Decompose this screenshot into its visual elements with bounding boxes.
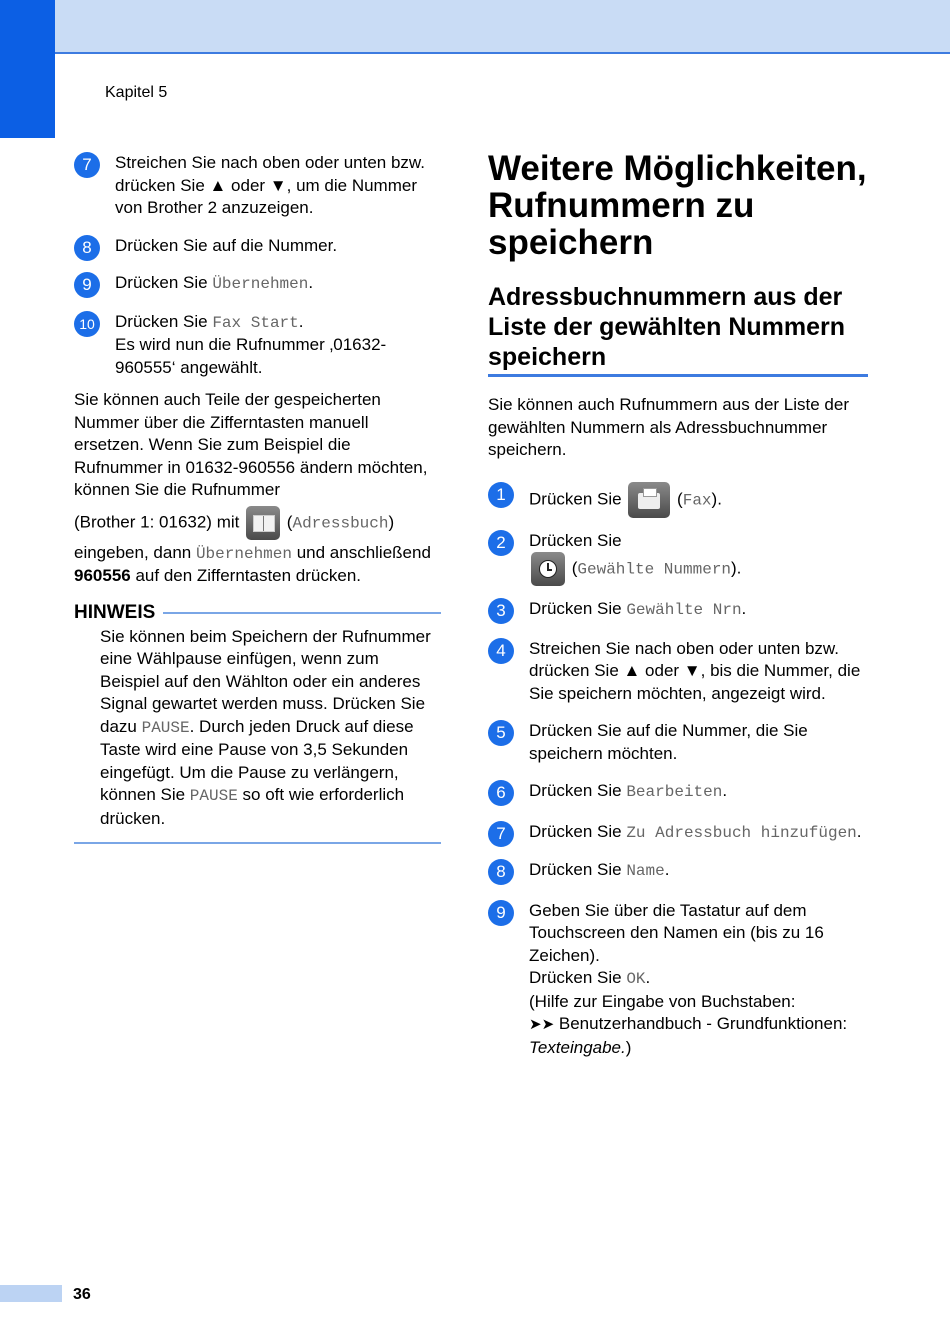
reference-title: Texteingabe. — [529, 1037, 626, 1057]
step-text: Drücken Sie — [529, 488, 627, 508]
step-8 — [488, 859, 868, 883]
step-text: Benutzerhandbuch - Grundfunktionen: — [554, 1014, 848, 1033]
paragraph-text: ( — [282, 511, 293, 531]
step-text: . — [298, 311, 304, 331]
key-label: PAUSE — [189, 787, 238, 805]
key-label: Fax Start — [212, 313, 299, 332]
note-header — [74, 602, 441, 624]
step-number: 8 — [488, 859, 514, 885]
body-paragraph — [74, 389, 441, 502]
double-arrow-icon: ➤➤ — [529, 1016, 555, 1033]
step-number: 7 — [74, 152, 100, 178]
step-text: Drücken Sie — [529, 860, 627, 879]
step-text: ( — [567, 558, 578, 578]
bold-number: 960556 — [74, 566, 131, 585]
step-text: ). — [731, 558, 742, 578]
step-4 — [488, 638, 868, 706]
step-text: Drücken Sie — [529, 530, 622, 550]
step-number: 7 — [488, 821, 514, 847]
clock-icon — [531, 552, 565, 586]
step-text: . — [722, 781, 728, 800]
key-label: Gewählte Nrn — [626, 601, 742, 619]
step-number: 3 — [488, 598, 514, 624]
step-text: Drücken Sie auf die Nummer. — [115, 235, 338, 255]
key-label: PAUSE — [141, 718, 190, 737]
key-label: Übernehmen — [195, 544, 292, 563]
step-number: 9 — [74, 272, 100, 298]
header-band — [0, 0, 950, 54]
chapter-tab — [0, 0, 55, 138]
step-10 — [74, 311, 441, 380]
step-text: ) — [625, 1037, 632, 1057]
paragraph-text: und anschließend — [291, 542, 431, 562]
step-number: 5 — [488, 720, 514, 746]
divider — [488, 374, 868, 377]
step-number: 4 — [488, 638, 514, 664]
chapter-label: Kapitel 5 — [105, 84, 168, 101]
key-label: Bearbeiten — [626, 783, 723, 801]
step-text: Geben Sie über die Tastatur auf dem Touchscreen den Namen ein (bis zu 16 Zeichen). — [529, 900, 824, 965]
step-text: Drücken Sie — [529, 821, 627, 841]
step-text: . — [856, 821, 862, 841]
body-paragraph — [74, 542, 441, 588]
fax-icon — [628, 482, 670, 518]
step-number: 8 — [74, 235, 100, 261]
step-text: Drücken Sie — [529, 599, 627, 618]
note-body — [74, 626, 441, 831]
key-label: OK — [626, 970, 646, 988]
step-3 — [488, 598, 868, 622]
step-number: 2 — [488, 530, 514, 556]
step-number: 6 — [488, 780, 514, 806]
note-text: so oft wie erforderlich drücken. — [100, 785, 405, 828]
step-text: Es wird nun die Rufnummer ‚01632-960555‘ angewählt. — [115, 335, 387, 377]
address-book-icon — [246, 506, 280, 540]
paragraph-text: ) — [388, 511, 395, 531]
intro-paragraph: Sie können auch Rufnummern aus der Liste der gewählten Nummern als Adressbuchnummer speichern. — [488, 395, 849, 459]
key-label: Gewählte Nummern — [577, 560, 732, 579]
step-7 — [74, 152, 441, 220]
step-number: 1 — [488, 482, 514, 508]
step-1 — [488, 482, 868, 518]
key-label: Übernehmen — [212, 275, 309, 293]
note-text: Sie können beim Speichern der Rufnummer eine Wählpause einfügen, wenn zum Beispiel auf den Wählton oder ein anderes Signal gewartet werden muss. Drücken Sie dazu — [100, 626, 431, 736]
section-title: Weitere Möglichkeiten, Rufnummern zu speichern — [488, 149, 867, 262]
divider — [163, 612, 441, 614]
step-text: Streichen Sie nach oben oder unten bzw. drücken Sie ▲ oder ▼, bis die Nummer, die Sie speichern möchten, angezeigt wird. — [529, 638, 861, 703]
subsection-title: Adressbuchnummern aus der Liste der gewählten Nummern speichern — [488, 283, 846, 371]
step-number: 9 — [488, 900, 514, 926]
step-text: Drücken Sie — [115, 273, 213, 292]
key-label: Fax — [682, 490, 712, 509]
key-label: Adressbuch — [292, 513, 389, 532]
step-9 — [74, 272, 441, 296]
step-text: Drücken Sie — [115, 311, 213, 331]
note-text: . Durch jeden Druck auf diese Taste wird eine Pause von 3,5 Sekunden eingefügt. Um die Pause zu verlängern, können Sie — [100, 716, 414, 804]
step-8 — [74, 235, 441, 258]
right-column — [488, 150, 868, 1074]
step-2 — [488, 530, 868, 587]
body-paragraph — [74, 506, 441, 540]
step-text: ). — [711, 488, 722, 508]
step-text: . — [741, 599, 747, 618]
step-text: . — [308, 273, 314, 292]
step-text: . — [645, 968, 651, 987]
step-text: Drücken Sie auf die Nummer, die Sie speichern möchten. — [529, 721, 808, 763]
page-number: 36 — [73, 1286, 91, 1303]
step-text: (Hilfe zur Eingabe von Buchstaben: — [529, 991, 796, 1011]
left-column — [74, 152, 441, 844]
note-title: HINWEIS — [74, 601, 156, 623]
page-number-bar — [0, 1285, 62, 1302]
key-label: Name — [626, 862, 665, 880]
step-text: ( — [672, 488, 683, 508]
step-text: Drücken Sie — [529, 781, 627, 800]
key-label: Zu Adressbuch hinzufügen — [626, 823, 857, 842]
paragraph-text: eingeben, dann — [74, 542, 196, 562]
step-5 — [488, 720, 868, 765]
step-number: 10 — [74, 311, 100, 337]
step-text: . — [664, 860, 670, 879]
step-text: Streichen Sie nach oben oder unten bzw. drücken Sie ▲ oder ▼, um die Nummer von Brother 2 anzuzeigen. — [115, 153, 425, 217]
step-7 — [488, 821, 868, 845]
paragraph-text: (Brother 1: 01632) mit — [74, 511, 245, 531]
step-text: Drücken Sie — [529, 968, 627, 987]
paragraph-text: Sie können auch Teile der gespeicherten Nummer über die Zifferntasten manuell ersetzen. Wenn Sie zum Beispiel die Rufnummer in 01632-960556 ändern möchten, können Sie die Rufnummer — [74, 390, 428, 499]
step-9 — [488, 900, 868, 1060]
step-6 — [488, 780, 868, 804]
divider — [74, 842, 441, 844]
paragraph-text: auf den Zifferntasten drücken. — [130, 566, 362, 585]
